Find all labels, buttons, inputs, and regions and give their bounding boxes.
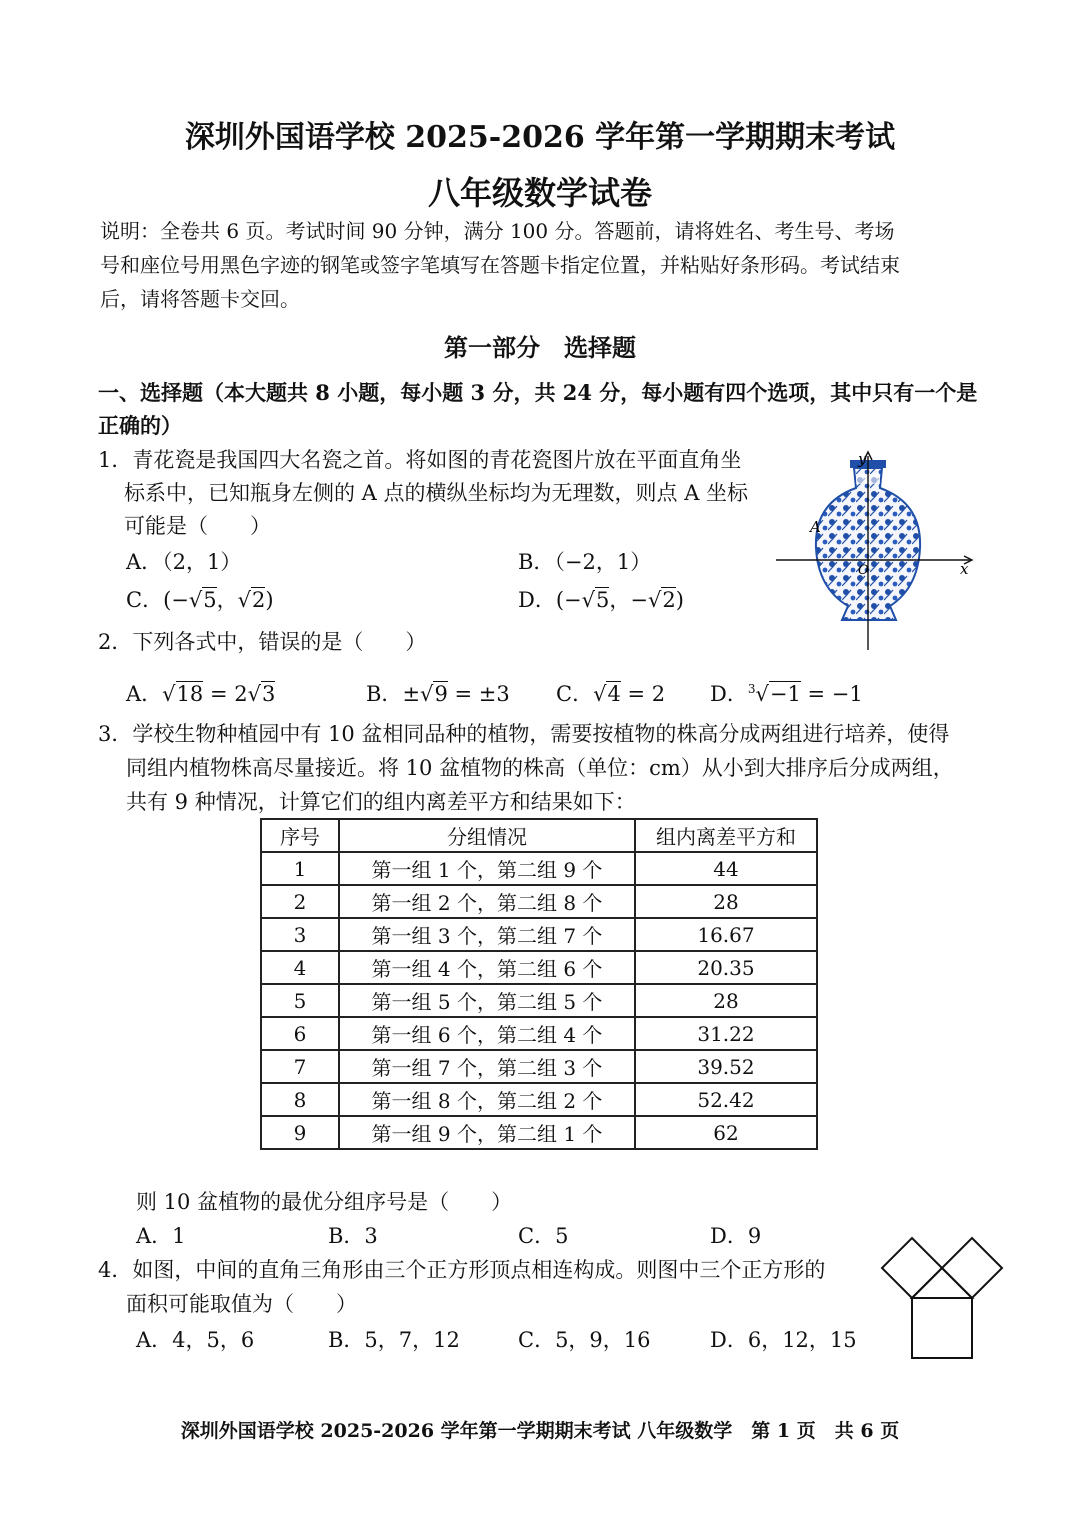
q1-option-c: C．(−√5，√2)	[126, 588, 274, 612]
q1-vase-figure	[772, 448, 982, 653]
header-index: 序号	[261, 819, 339, 852]
table-row: 1 第一组 1 个，第二组 9 个 44	[261, 852, 817, 885]
y-axis-label: y	[858, 450, 867, 468]
q3-option-b: B．3	[328, 1224, 378, 1248]
q2-stem: 2．下列各式中，错误的是（ ）	[98, 630, 427, 654]
part-title: 第一部分 选择题	[444, 333, 636, 362]
q3-option-d: D．9	[710, 1224, 762, 1248]
q1-stem-line-3: 可能是（ ）	[124, 514, 271, 538]
q3-stem-line-1: 3．学校生物种植园中有 10 盆相同品种的植物，需要按植物的株高分成两组进行培养，使得	[98, 722, 950, 746]
header-grouping: 分组情况	[339, 819, 635, 852]
right-square	[942, 1238, 1002, 1298]
q1-option-b: B．（−2，1）	[518, 550, 652, 574]
table-row: 6 第一组 6 个，第二组 4 个 31.22	[261, 1017, 817, 1050]
table-row: 8 第一组 8 个，第二组 2 个 52.42	[261, 1083, 817, 1116]
table-row: 2 第一组 2 个，第二组 8 个 28	[261, 885, 817, 918]
q1-stem-line-2: 标系中，已知瓶身左侧的 A 点的横纵坐标均为无理数，则点 A 坐标	[124, 481, 749, 505]
q4-stem-line-2: 面积可能取值为（ ）	[126, 1292, 357, 1316]
q3-grouping-table	[260, 818, 818, 1150]
bottom-square	[912, 1298, 972, 1358]
instructions-line-3: 后，请将答题卡交回。	[100, 287, 300, 311]
q4-squares-figure	[876, 1232, 1006, 1364]
q4-option-c: C．5，9，16	[518, 1328, 651, 1352]
q3-question: 则 10 盆植物的最优分组序号是（ ）	[136, 1190, 513, 1214]
exam-subtitle: 八年级数学试卷	[427, 174, 652, 212]
q1-option-a: A．（2，1）	[126, 550, 242, 574]
q3-stem-line-3: 共有 9 种情况，计算它们的组内离差平方和结果如下：	[126, 790, 636, 814]
table-row: 4 第一组 4 个，第二组 6 个 20.35	[261, 951, 817, 984]
q1-option-d: D．(−√5，−√2)	[518, 588, 684, 612]
table-row: 3 第一组 3 个，第二组 7 个 16.67	[261, 918, 817, 951]
q3-option-a: A．1	[136, 1224, 186, 1248]
exam-title: 深圳外国语学校 2025-2026 学年第一学期期末考试	[184, 120, 896, 155]
section-heading-line-2: 正确的）	[98, 413, 182, 438]
left-square	[882, 1238, 942, 1298]
q4-option-d: D．6，12，15	[710, 1328, 857, 1352]
q3-stem-line-2: 同组内植物株高尽量接近。将 10 盆植物的株高（单位：cm）从小到大排序后分成两组，	[126, 756, 954, 780]
q1-stem-line-1: 1．青花瓷是我国四大名瓷之首。将如图的青花瓷图片放在平面直角坐	[98, 448, 742, 472]
x-axis-label: x	[960, 560, 969, 578]
table-row: 5 第一组 5 个，第二组 5 个 28	[261, 984, 817, 1017]
q2-option-b: B．±√9 = ±3	[366, 682, 510, 706]
q4-stem-line-1: 4．如图，中间的直角三角形由三个正方形顶点相连构成。则图中三个正方形的	[98, 1258, 826, 1282]
q2-option-d: D．$^3$√−1 = −1	[710, 682, 863, 706]
page-footer: 深圳外国语学校 2025-2026 学年第一学期期末考试 八年级数学 第 1 页 共 6 页	[180, 1420, 900, 1442]
q4-option-b: B．5，7，12	[328, 1328, 460, 1352]
section-heading-line-1: 一、选择题（本大题共 8 小题，每小题 3 分，共 24 分，每小题有四个选项，其中只有一个是	[98, 380, 978, 405]
instructions-line-1: 说明：全卷共 6 页。考试时间 90 分钟，满分 100 分。答题前，请将姓名、考生号、考场	[100, 219, 895, 243]
right-triangle	[912, 1268, 972, 1298]
q2-option-c: C．√4 = 2	[556, 682, 666, 706]
table-row: 7 第一组 7 个，第二组 3 个 39.52	[261, 1050, 817, 1083]
instructions-line-2: 号和座位号用黑色字迹的钢笔或签字笔填写在答题卡指定位置，并粘贴好条形码。考试结束	[100, 253, 900, 277]
point-a-label: A	[810, 518, 821, 536]
origin-label: O	[858, 563, 869, 578]
table-header-row	[261, 819, 817, 852]
table-row: 9 第一组 9 个，第二组 1 个 62	[261, 1116, 817, 1149]
q3-option-c: C．5	[518, 1224, 569, 1248]
header-sum-of-squares: 组内离差平方和	[635, 819, 817, 852]
q4-option-a: A．4，5，6	[136, 1328, 255, 1352]
q2-option-a: A．√18 = 2√3	[126, 682, 276, 706]
